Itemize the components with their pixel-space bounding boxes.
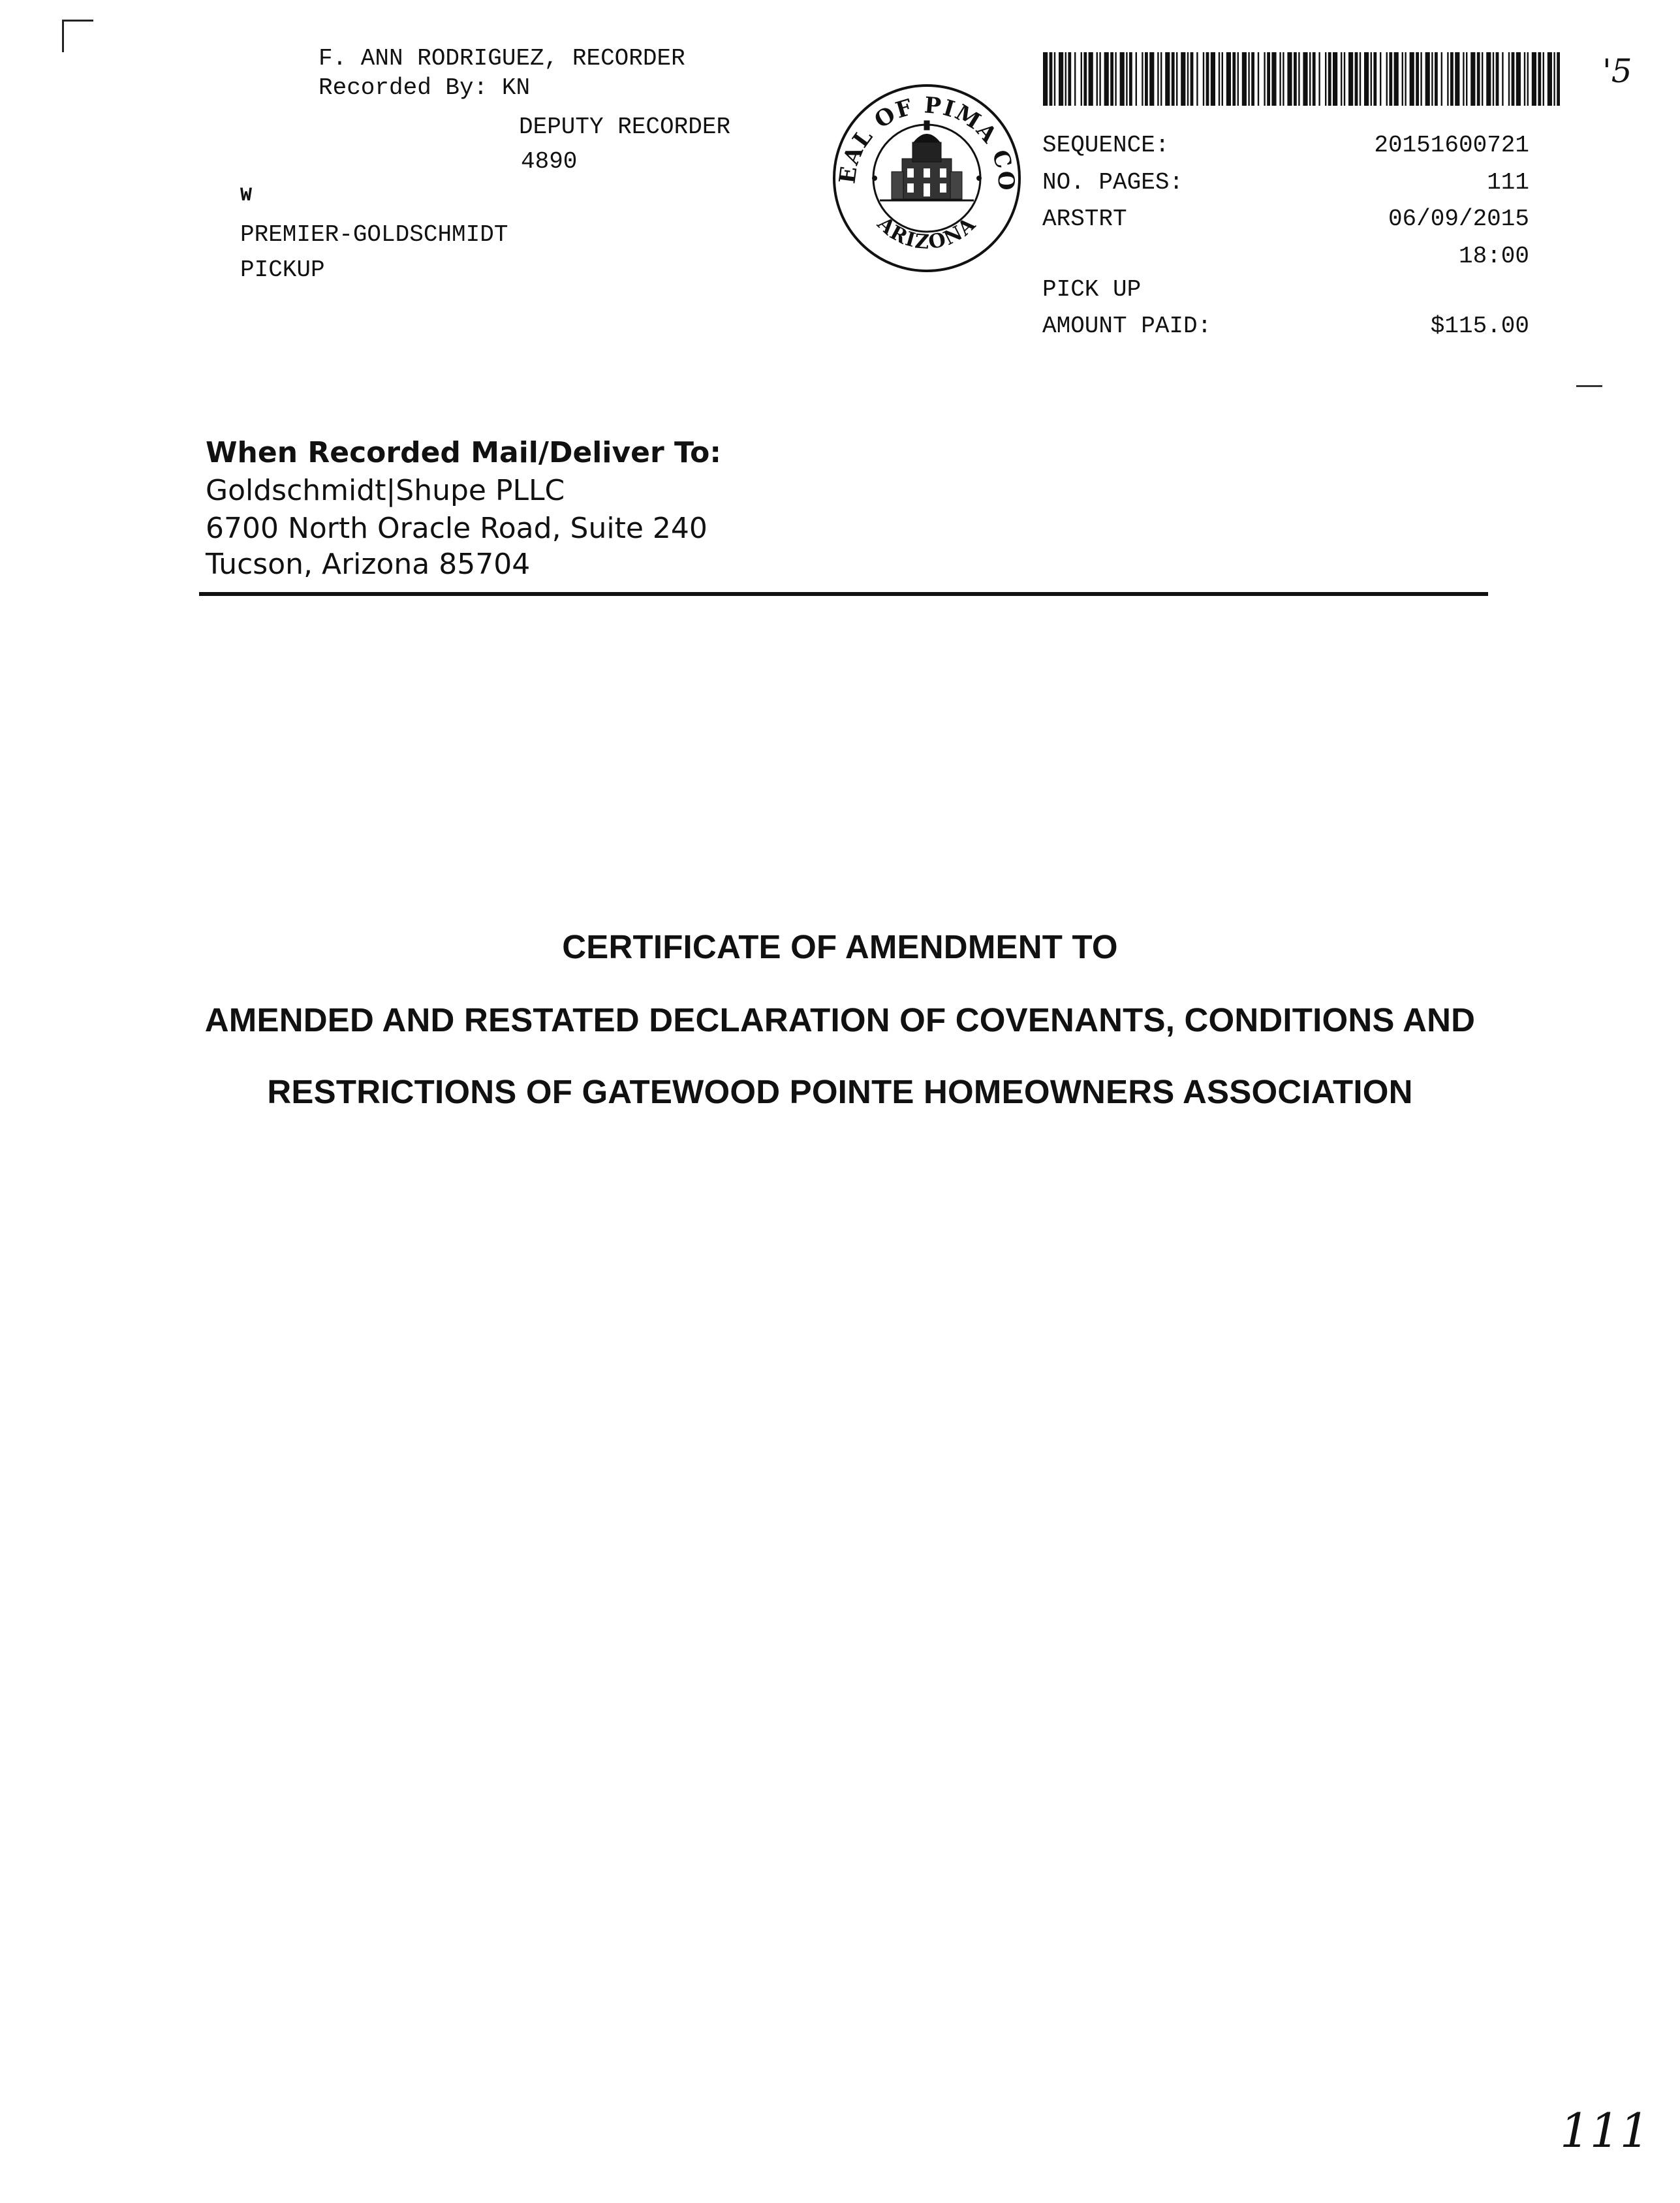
document-type: ARSTRT xyxy=(1042,206,1127,232)
header-divider xyxy=(199,592,1488,596)
recording-barcode xyxy=(1043,52,1563,106)
amount-value: $115.00 xyxy=(1430,313,1529,339)
scan-dash-mark xyxy=(1576,385,1602,387)
amount-label: AMOUNT PAID: xyxy=(1042,313,1212,339)
handwritten-mark: '5 xyxy=(1602,52,1632,90)
recording-code: W xyxy=(240,185,253,207)
recorded-by: Recorded By: KN xyxy=(319,74,531,101)
mail-to-line-2: 6700 North Oracle Road, Suite 240 xyxy=(206,512,708,545)
pickup-label: PICK UP xyxy=(1042,276,1142,303)
mail-to-line-1: Goldschmidt|Shupe PLLC xyxy=(206,474,565,507)
deputy-number: 4890 xyxy=(521,148,578,175)
mail-to-heading: When Recorded Mail/Deliver To: xyxy=(206,436,722,469)
scan-corner-mark xyxy=(62,20,93,22)
sequence-value: 20151600721 xyxy=(1374,132,1529,159)
pages-label: NO. PAGES: xyxy=(1042,169,1184,196)
handwritten-page-mark: 111 xyxy=(1560,2103,1650,2158)
scan-corner-mark xyxy=(62,20,64,52)
recorder-name: F. ANN RODRIGUEZ, RECORDER xyxy=(319,45,685,72)
mail-to-line-3: Tucson, Arizona 85704 xyxy=(206,548,531,581)
seal-top-text: EAL OF PIMA CO xyxy=(834,92,1019,193)
deputy-recorder: DEPUTY RECORDER xyxy=(519,114,731,140)
pima-county-seal-icon xyxy=(830,80,1023,276)
svg-text:ARIZONA xyxy=(872,212,980,255)
document-title-line-2: AMENDED AND RESTATED DECLARATION OF COVENANTS, CONDITIONS AND xyxy=(204,1001,1476,1039)
document-title-line-3: RESTRICTIONS OF GATEWOOD POINTE HOMEOWNERS ASSOCIATION xyxy=(267,1073,1413,1110)
document-title-line-1: CERTIFICATE OF AMENDMENT TO xyxy=(562,928,1118,965)
pages-value: 111 xyxy=(1487,169,1529,196)
delivery-method: PICKUP xyxy=(240,257,325,283)
sequence-label: SEQUENCE: xyxy=(1042,132,1170,159)
seal-bottom-text: ARIZONA xyxy=(873,212,981,255)
submitter: PREMIER-GOLDSCHMIDT xyxy=(240,221,508,248)
recording-date: 06/09/2015 xyxy=(1388,206,1529,232)
recording-time: 18:00 xyxy=(1458,243,1529,270)
